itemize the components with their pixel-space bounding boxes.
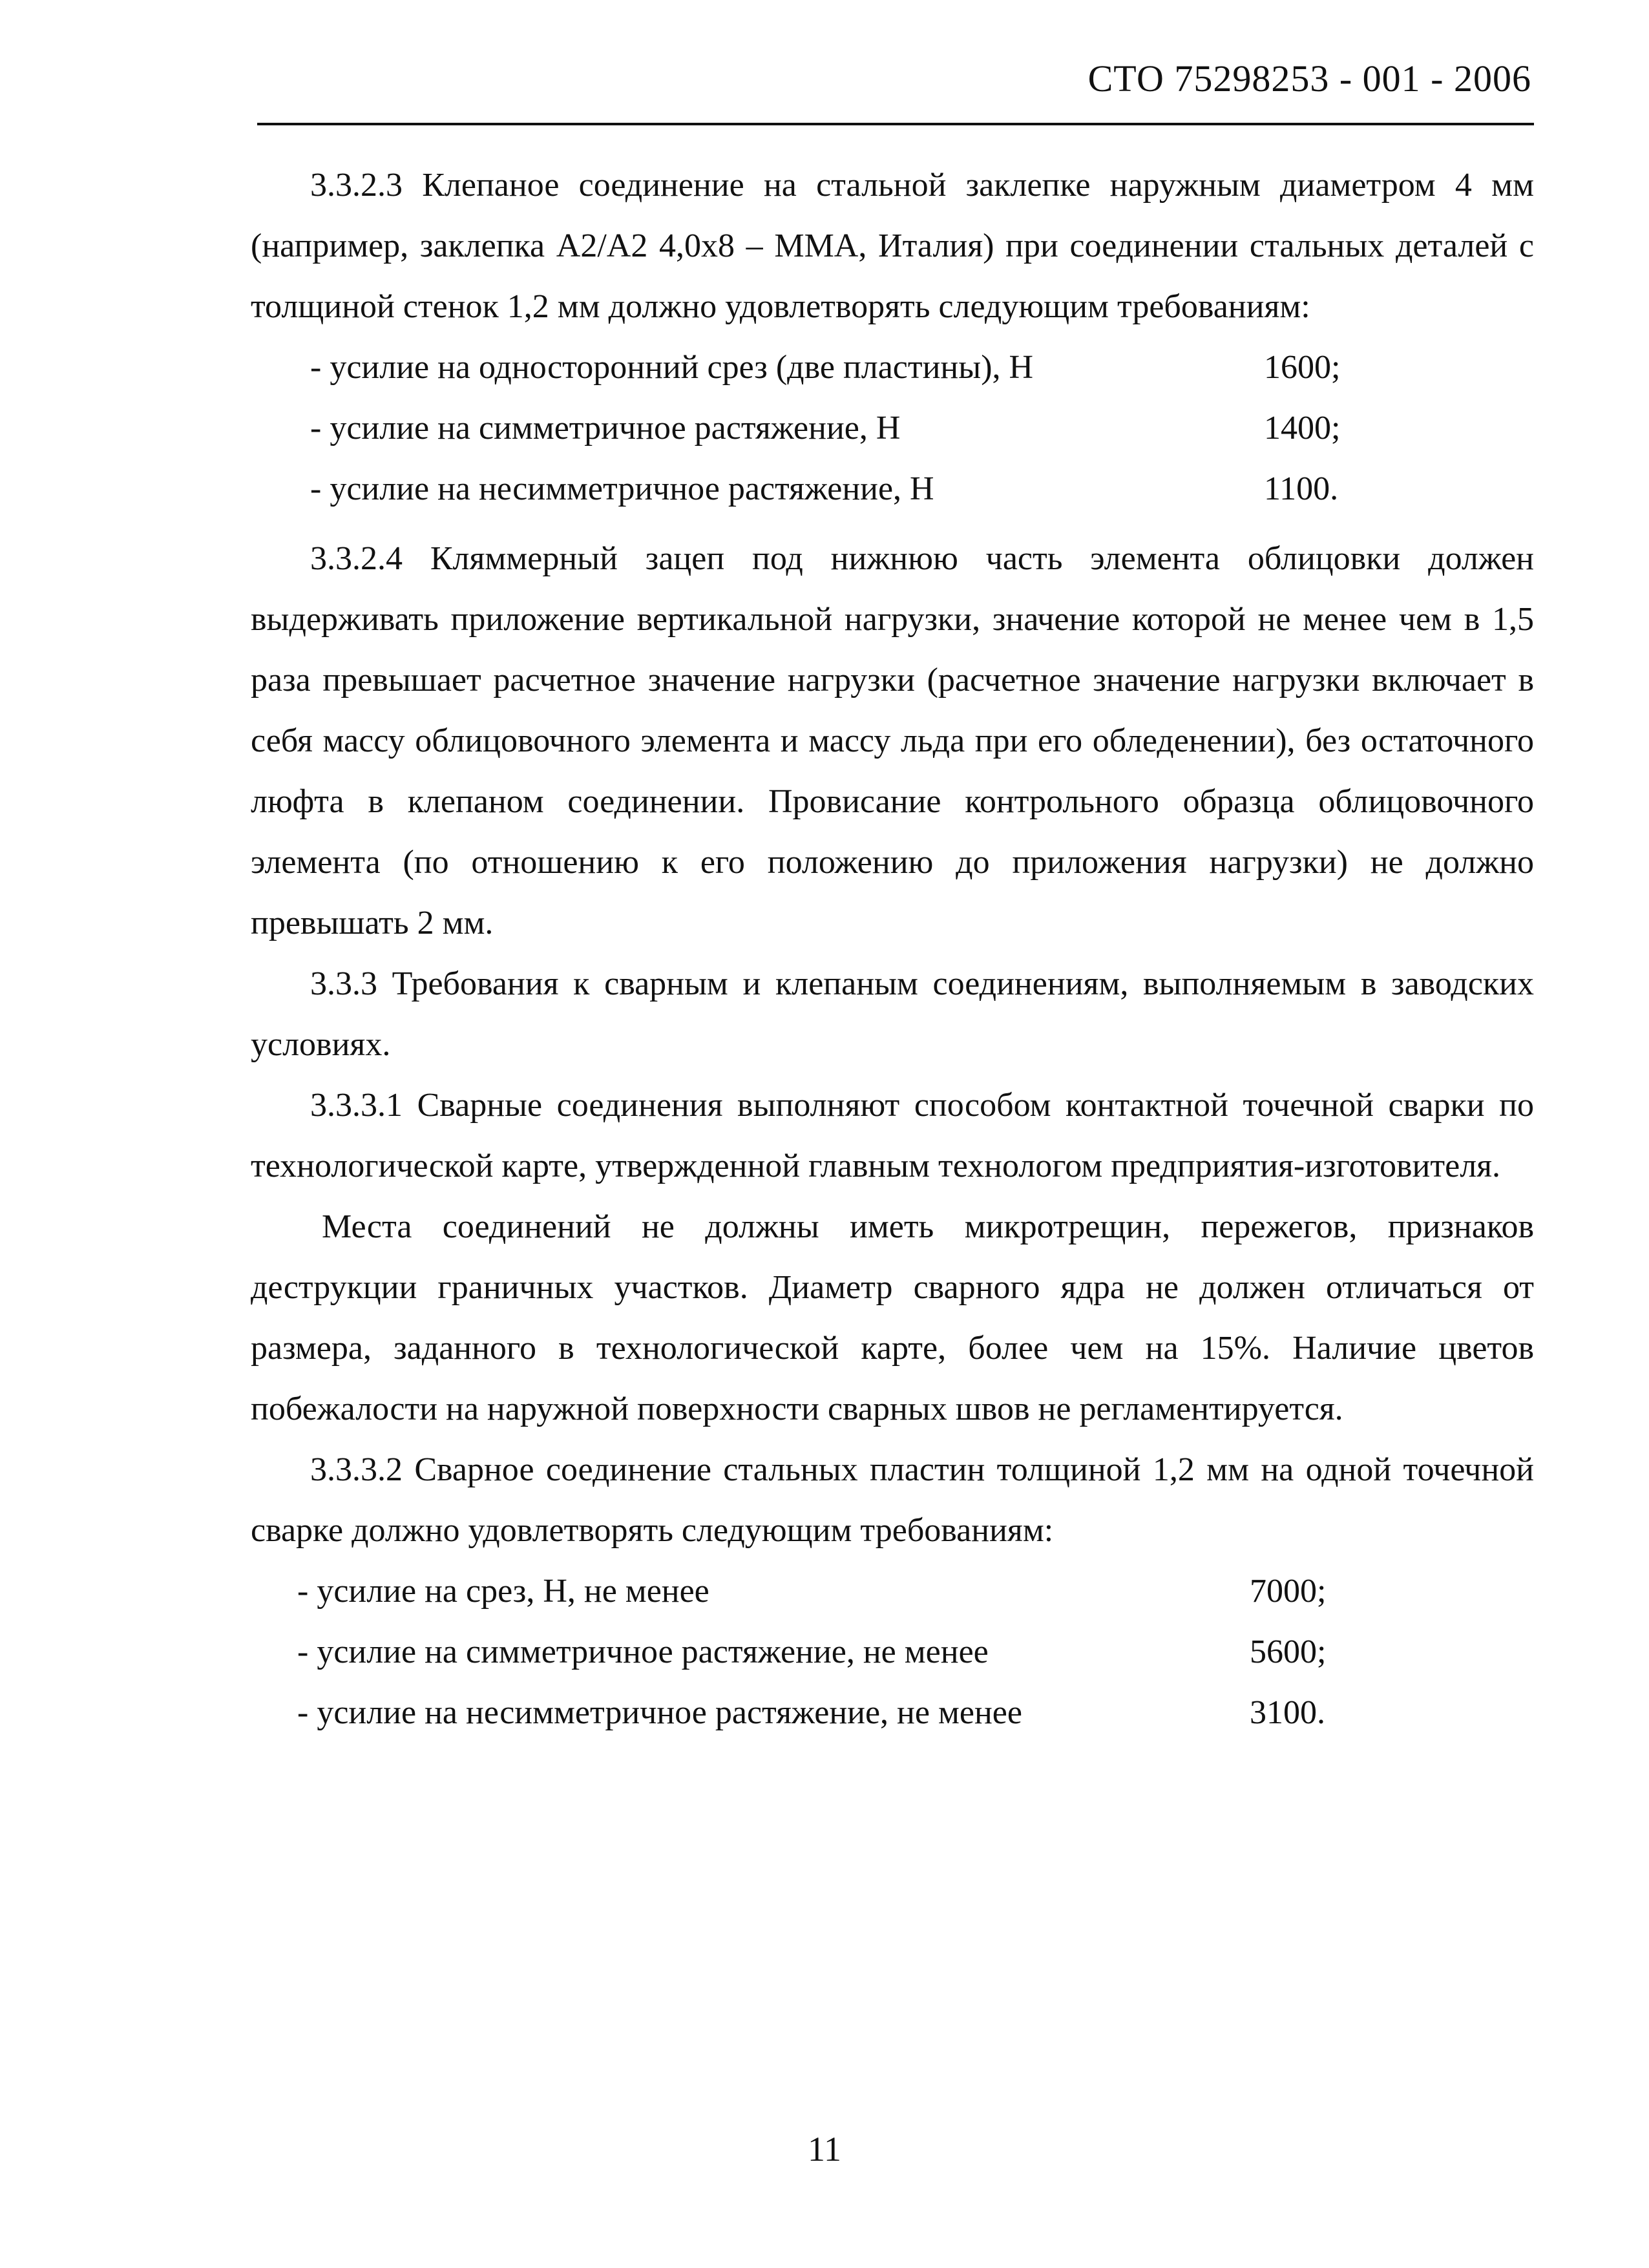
paragraph-3-3-2-3: 3.3.2.3 Клепаное соединение на стальной заклепке наружным диаметром 4 мм (например, заклепка А2/А2 4,0х8 – ММА, Италия) при соединении стальных деталей с толщиной стенок 1,2 мм должно удовлетворять следующим требованиям: <box>251 167 1534 325</box>
requirement-label: - усилие на несимметричное растяжение, не менее <box>297 1694 1022 1731</box>
header-divider <box>257 123 1534 125</box>
requirements-list-weld <box>251 1561 1534 1743</box>
requirement-value: 3100. <box>1250 1694 1325 1731</box>
list-item <box>251 1683 1534 1743</box>
list-item <box>251 1561 1534 1622</box>
requirement-value: 7000; <box>1250 1573 1327 1610</box>
requirement-label: - усилие на симметричное растяжение, Н <box>310 410 901 446</box>
list-item <box>251 459 1534 520</box>
requirement-value: 1100. <box>1264 470 1339 507</box>
list-item <box>251 337 1534 398</box>
requirement-value: 1400; <box>1264 410 1341 446</box>
requirements-list-rivet <box>251 337 1534 520</box>
requirement-label: - усилие на симметричное растяжение, не менее <box>297 1633 989 1670</box>
paragraph-3-3-3-1-continued: Места соединений не должны иметь микротрещин, пережегов, признаков деструкции граничных участков. Диаметр сварного ядра не должен отличаться от размера, заданного в технологической карте, более чем на 15%. Наличие цветов побежалости на наружной поверхности сварных швов не регламентируется. <box>251 1208 1534 1427</box>
requirement-value: 5600; <box>1250 1633 1327 1670</box>
paragraph-3-3-3: 3.3.3 Требования к сварным и клепаным соединениям, выполняемым в заводских условиях. <box>251 965 1534 1063</box>
requirement-label: - усилие на односторонний срез (две пластины), Н <box>310 349 1034 386</box>
paragraph-3-3-3-1: 3.3.3.1 Сварные соединения выполняют способом контактной точечной сварки по технологической карте, утвержденной главным технологом предприятия-изготовителя. <box>251 1087 1534 1184</box>
requirement-label: - усилие на срез, Н, не менее <box>297 1573 709 1610</box>
requirement-label: - усилие на несимметричное растяжение, Н <box>310 470 934 507</box>
document-body <box>251 155 1534 1743</box>
requirement-value: 1600; <box>1264 349 1341 386</box>
paragraph-3-3-3-2: 3.3.3.2 Сварное соединение стальных пластин толщиной 1,2 мм на одной точечной сварке должно удовлетворять следующим требованиям: <box>251 1451 1534 1549</box>
list-item <box>251 1622 1534 1683</box>
list-item <box>251 398 1534 459</box>
page-number: 11 <box>808 2130 841 2168</box>
paragraph-3-3-2-4: 3.3.2.4 Кляммерный зацеп под нижнюю часть элемента облицовки должен выдерживать приложение вертикальной нагрузки, значение которой не менее чем в 1,5 раза превышает расчетное значение нагрузки (расчетное значение нагрузки включает в себя массу облицовочного элемента и массу льда при его обледенении), без остаточного люфта в клепаном соединении. Провисание контрольного образца облицовочного элемента (по отношению к его положению до приложения нагрузки) не должно превышать 2 мм. <box>251 540 1534 941</box>
spacer <box>251 520 1534 529</box>
document-code-header: СТО 75298253 - 001 - 2006 <box>1087 58 1531 100</box>
